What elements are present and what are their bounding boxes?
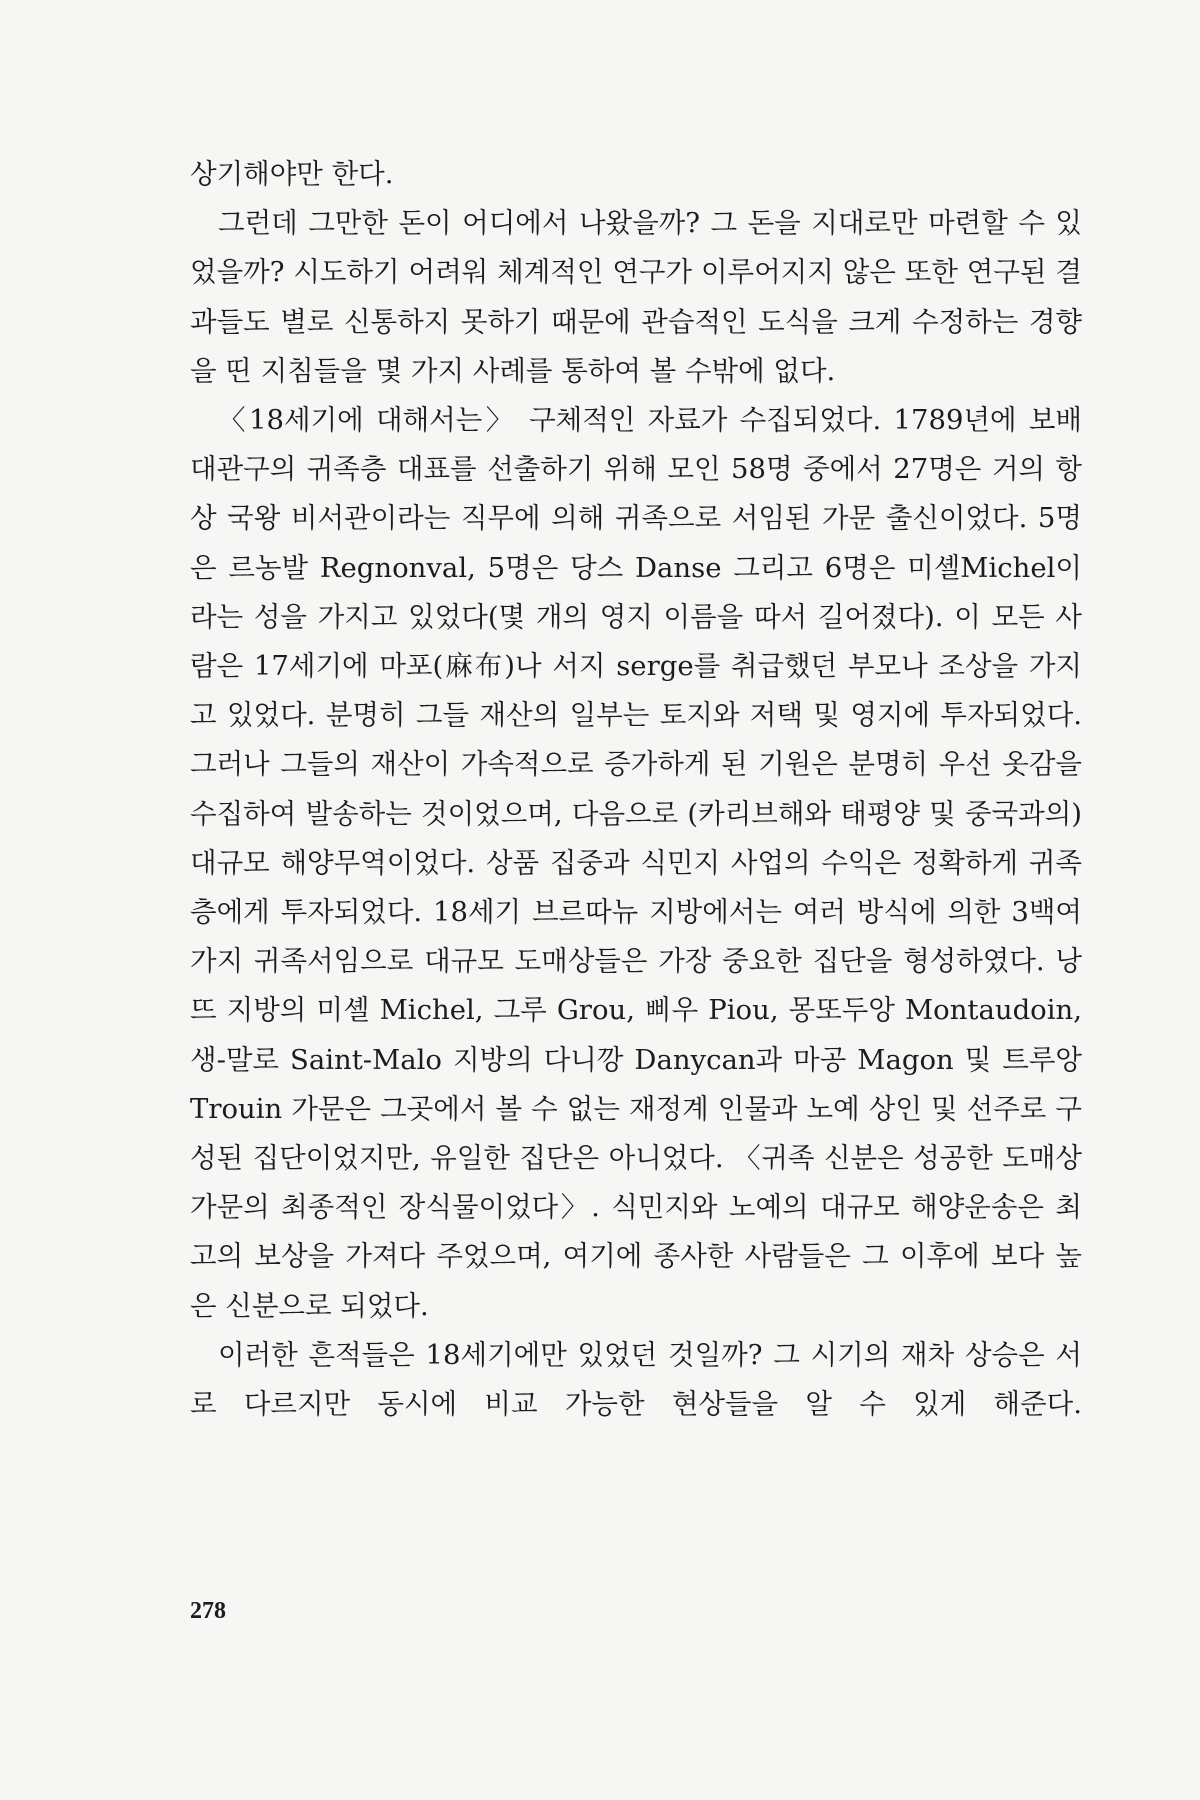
- page-number: 278: [190, 1598, 226, 1624]
- paragraph-continuation: 상기해야만 한다.: [190, 158, 394, 190]
- paragraph-funding-question: 그런데 그만한 돈이 어디에서 나왔을까? 그 돈을 지대로만 마련할 수 있었을까? 시도하기 어려워 체계적인 연구가 이루어지지 않은 또한 연구된 결과들도 별로 신통하지 못하기 때문에 관습적인 도식을 크게 수정하는 경향을 띤 지침들을 몇 가지 사례를 통하여 볼 수밖에 없다.: [190, 207, 1082, 387]
- body-text: [190, 150, 1082, 1429]
- paragraph-traces: 이러한 흔적들은 18세기에만 있었던 것일까? 그 시기의 재차 상승은 서로 다르지만 동시에 비교 가능한 현상들을 알 수 있게 해준다.: [190, 1338, 1082, 1421]
- paragraph-18th-century: 〈18세기에 대해서는〉 구체적인 자료가 수집되었다. 1789년에 보배 대관구의 귀족층 대표를 선출하기 위해 모인 58명 중에서 27명은 거의 항상 국왕 비서관이라는 직무에 의해 귀족으로 서임된 가문 출신이었다. 5명은 르농발 Regnonval, 5명은 당스 Danse 그리고 6명은 미셸Michel이라는 성을 가지고 있었다(몇 개의 영지 이름을 따서 길어졌다). 이 모든 사람은 17세기에 마포(麻布)나 서지 serge를 취급했던 부모나 조상을 가지고 있었다. 분명히 그들 재산의 일부는 토지와 저택 및 영지에 투자되었다. 그러나 그들의 재산이 가속적으로 증가하게 된 기원은 분명히 우선 옷감을 수집하여 발송하는 것이었으며, 다음으로 (카리브해와 태평양 및 중국과의) 대규모 해양무역이었다. 상품 집중과 식민지 사업의 수익은 정확하게 귀족층에게 투자되었다. 18세기 브르따뉴 지방에서는 여러 방식에 의한 3백여 가지 귀족서임으로 대규모 도매상들은 가장 중요한 집단을 형성하였다. 낭뜨 지방의 미셸 Michel, 그루 Grou, 삐우 Piou, 몽또두앙 Montaudoin, 생-말로 Saint-Malo 지방의 다니깡 Danycan과 마공 Magon 및 트루앙 Trouin 가문은 그곳에서 볼 수 없는 재정계 인물과 노예 상인 및 선주로 구성된 집단이었지만, 유일한 집단은 아니었다. 〈귀족 신분은 성공한 도매상 가문의 최종적인 장식물이었다〉. 식민지와 노예의 대규모 해양운송은 최고의 보상을 가져다 주었으며, 여기에 종사한 사람들은 그 이후에 보다 높은 신분으로 되었다.: [190, 404, 1082, 1322]
